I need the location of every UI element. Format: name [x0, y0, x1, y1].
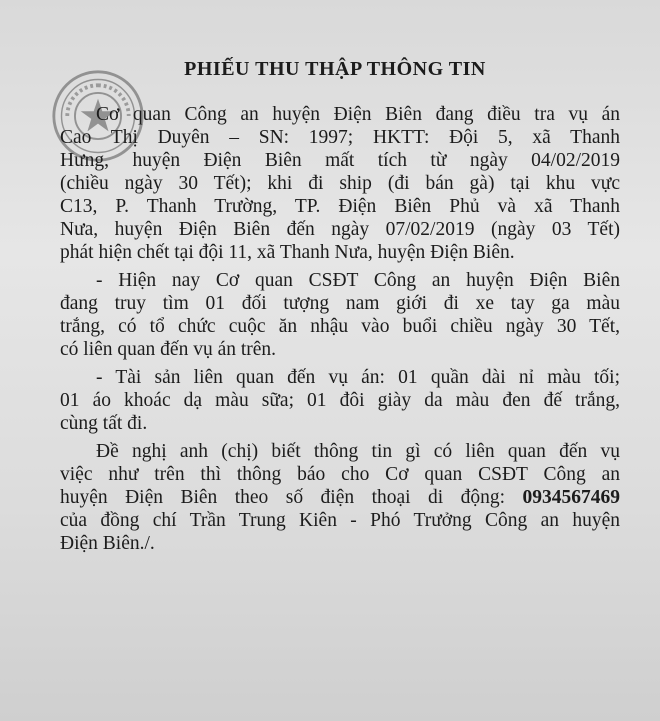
phone-number: 0934567469	[522, 487, 620, 508]
text-line: 01 áo khoác dạ màu sữa; 01 đôi giày da màu đen đế trắng,	[60, 390, 620, 411]
text-line: đang truy tìm 01 đối tượng nam giới đi xe tay ga màu	[60, 293, 620, 314]
text-line: Đề nghị anh (chị) biết thông tin gì có liên quan đến vụ	[96, 441, 620, 462]
text-line-with-phone	[60, 486, 620, 509]
text-line: việc như trên thì thông báo cho Cơ quan CSĐT Công an	[60, 464, 620, 485]
text-line: - Tài sản liên quan đến vụ án: 01 quần dài nỉ màu tối;	[96, 367, 620, 388]
text-line: C13, P. Thanh Trường, TP. Điện Biên Phủ và xã Thanh	[60, 196, 620, 217]
document-title: PHIẾU THU THẬP THÔNG TIN	[184, 58, 486, 80]
text-line: Nưa, huyện Điện Biên đến ngày 07/02/2019 (ngày 03 Tết)	[60, 219, 620, 240]
text-line: Hưng, huyện Điện Biên mất tích từ ngày 04/02/2019	[60, 150, 620, 171]
text-line: có liên quan đến vụ án trên.	[60, 339, 277, 360]
text-segment: huyện Điện Biên theo số điện thoại di động:	[60, 487, 523, 508]
text-line: trắng, có tổ chức cuộc ăn nhậu vào buổi chiều ngày 30 Tết,	[60, 316, 620, 337]
text-line: Điện Biên./.	[60, 533, 155, 554]
text-line: cùng tất đi.	[60, 413, 148, 434]
text-line: (chiều ngày 30 Tết); khi đi ship (đi bán gà) tại khu vực	[60, 173, 620, 194]
text-line: - Hiện nay Cơ quan CSĐT Công an huyện Điện Biên	[96, 270, 620, 291]
text-line: Cao Thị Duyên – SN: 1997; HKTT: Đội 5, xã Thanh	[60, 127, 620, 148]
document-body	[60, 103, 620, 555]
text-line: Cơ quan Công an huyện Điện Biên đang điều tra vụ án	[96, 104, 620, 125]
text-line: phát hiện chết tại đội 11, xã Thanh Nưa, huyện Điện Biên.	[60, 242, 515, 263]
text-line: của đồng chí Trần Trung Kiên - Phó Trưởng Công an huyện	[60, 510, 620, 531]
